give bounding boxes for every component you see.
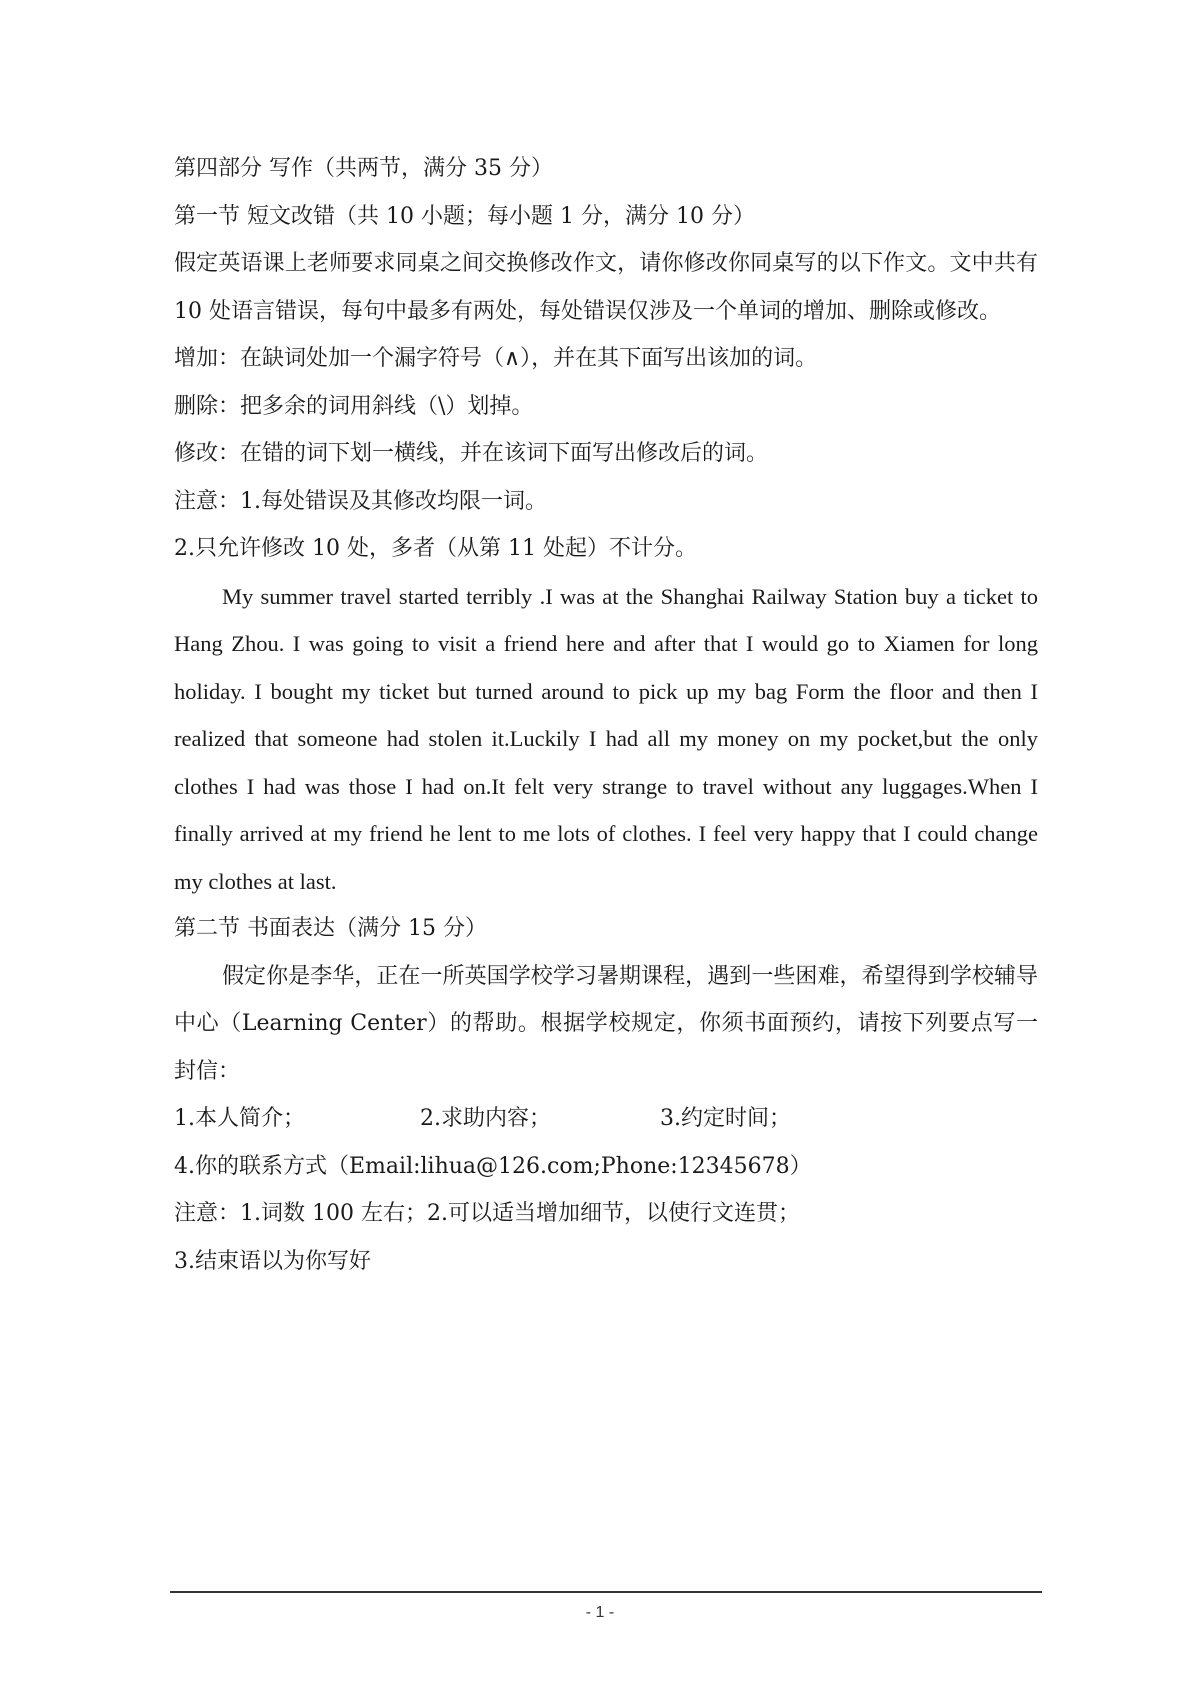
section2-prompt: 假定你是李华，正在一所英国学校学习暑期课程，遇到一些困难，希望得到学校辅导中心（Learning Center）的帮助。根据学校规定，你须书面预约，请按下列要点写一封信：: [174, 963, 1038, 1084]
section1-note-1: 注意：1.每处错误及其修改均限一词。: [174, 488, 547, 514]
requirement-3: 3.约定时间；: [660, 1106, 791, 1131]
requirements-row: [174, 1095, 1038, 1143]
requirement-4: 4.你的联系方式（Email:lihua@126.com;Phone:12345678）: [174, 1153, 812, 1179]
section2-note-1: 注意：1.词数 100 左右；2.可以适当增加细节，以使行文连贯；: [174, 1201, 800, 1226]
requirement-2: 2.求助内容；: [420, 1106, 551, 1131]
section1-instructions: 假定英语课上老师要求同桌之间交换修改作文，请你修改你同桌写的以下作文。文中共有 10 处语言错误，每句中最多有两处，每处错误仅涉及一个单词的增加、删除或修改。: [174, 251, 1038, 324]
footer-rule: [170, 1591, 1042, 1593]
document-body: [174, 145, 1038, 1285]
section2-heading: 第二节 书面表达（满分 15 分）: [174, 916, 487, 941]
modify-rule: 修改：在错的词下划一横线，并在该词下面写出修改后的词。: [174, 441, 769, 466]
add-rule: 增加：在缺词处加一个漏字符号（∧），并在其下面写出该加的词。: [174, 346, 818, 371]
part4-heading: 第四部分 写作（共两节，满分 35 分）: [174, 156, 553, 181]
section1-note-2: 2.只允许修改 10 处，多者（从第 11 处起）不计分。: [174, 536, 697, 561]
requirement-1: 1.本人简介；: [174, 1106, 305, 1131]
page-number: - 1 -: [585, 1604, 615, 1621]
correction-passage: My summer travel started terribly .I was at the Shanghai Railway Station buy a ticket to Hang Zhou. I was going to visit a friend here and after that I would go to Xiamen for long holiday. I bought my ticket but turned around to pick up my bag Form the floor and then I realized that someone had stolen it.Luckily I had all my money on my pocket,but the only clothes I had was those I had on.It felt very strange to travel without any luggages.When I finally arrived at my friend he lent to me lots of clothes. I feel very happy that I could change my clothes at last.: [174, 583, 1038, 894]
delete-rule: 删除：把多余的词用斜线（\）划掉。: [174, 393, 534, 419]
section1-heading: 第一节 短文改错（共 10 小题；每小题 1 分，满分 10 分）: [174, 203, 755, 229]
section2-note-2: 3.结束语以为你写好: [174, 1248, 371, 1274]
